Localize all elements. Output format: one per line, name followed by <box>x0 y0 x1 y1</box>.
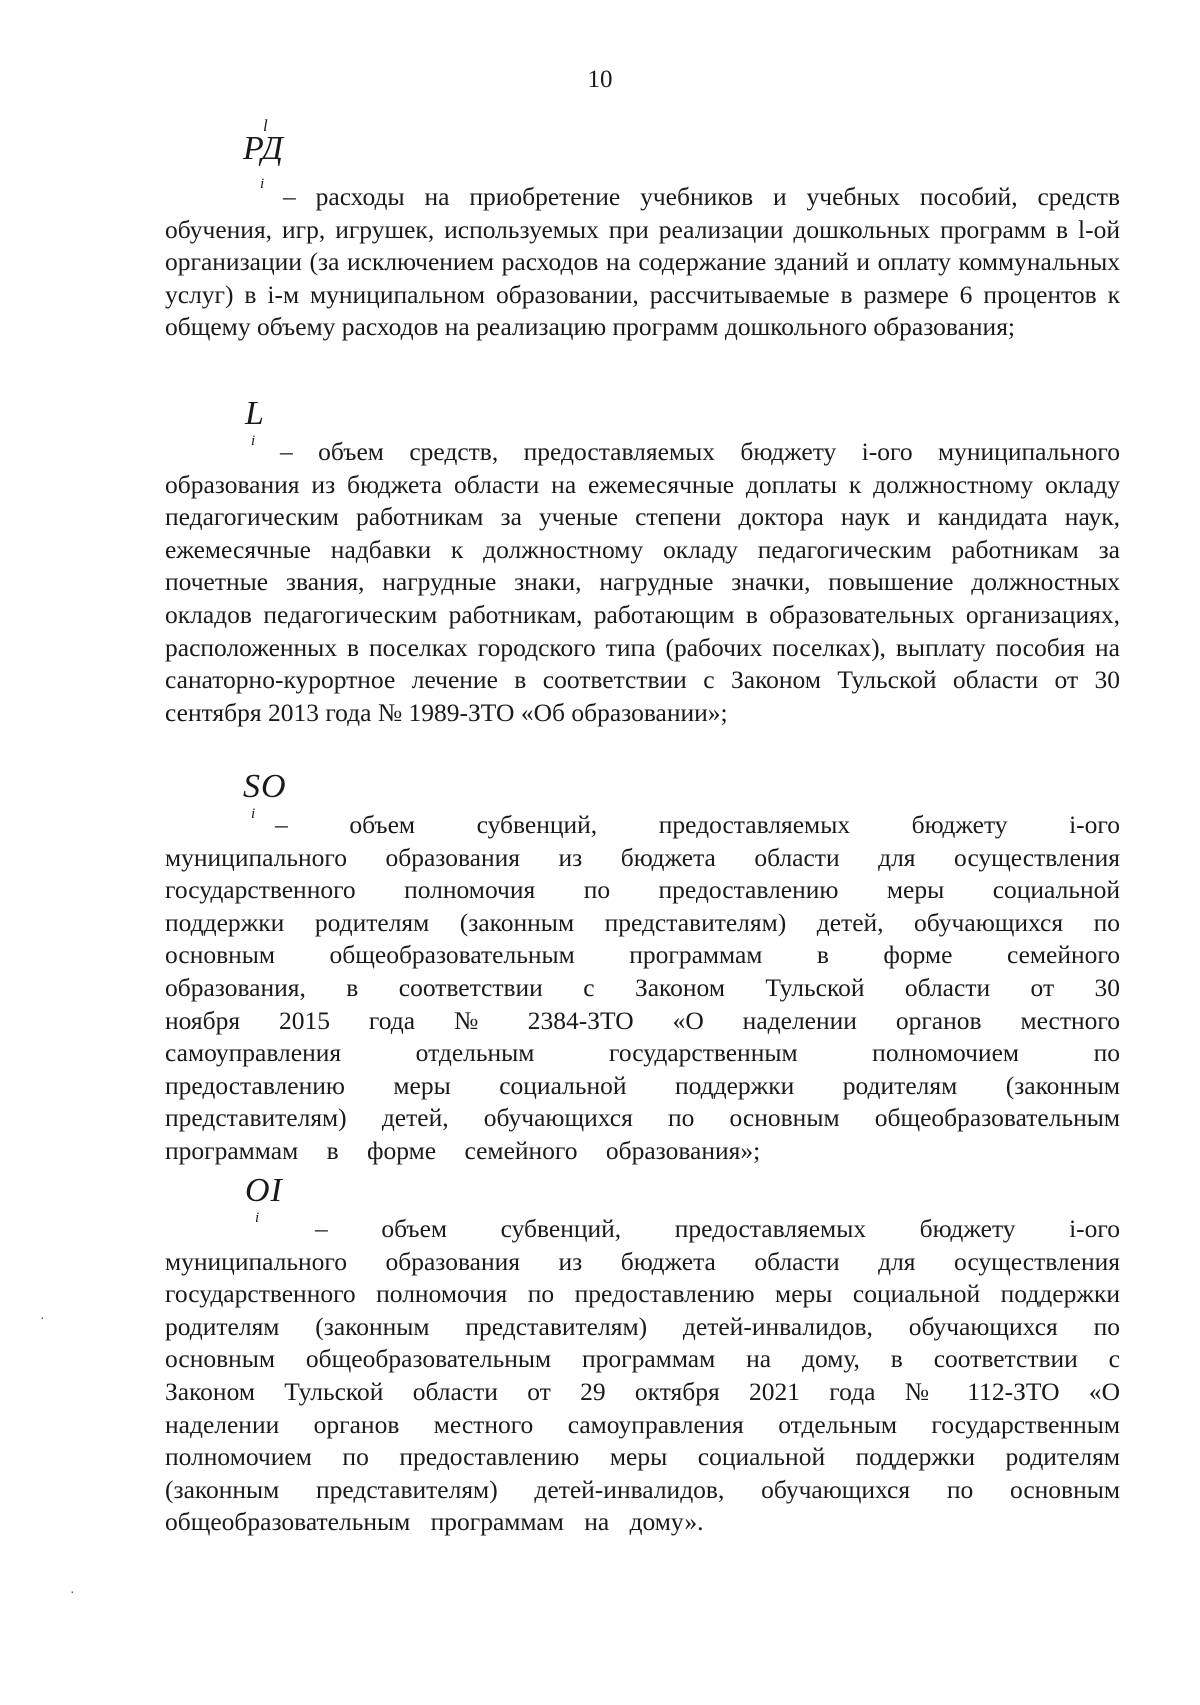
term-so-description: – объем субвенций, предоставляемых бюджету i-ого муниципального образования из бюджета области для осуществления государственного полномочия по предоставлению меры социальной поддержки родителям (законным представителям) детей, обучающихся по основным общеобразовательным программам в форме семейного образования, в соответствии с Законом Тульской области от 30 ноября 2015 года № 2384-ЗТО «О наделении органов местного самоуправления отдельным государственным полномочием по предоставлению меры социальной поддержки родителям (законным представителям) детей, обучающихся по основным общеобразовательным программам в форме семейного образования»; <box>165 810 1120 1165</box>
term-l-symbol-main: L <box>245 395 265 432</box>
term-oi-symbol <box>165 1170 1120 1230</box>
term-rd-description: – расходы на приобретение учебников и учебных пособий, средств обучения, игр, игрушек, используемых при реализации дошкольных программ в l-ой организации (за исключением расходов на содержание зданий и оплату коммунальных услуг) в i-м муниципальном образовании, рассчитываемые в размере 6 процентов к общему объему расходов на реализацию программ дошкольного образования; <box>165 182 1120 342</box>
page-number: 10 <box>587 66 613 93</box>
term-l-block <box>165 393 1120 729</box>
scan-speck: · <box>40 1312 45 1327</box>
term-oi-symbol-main: OI <box>245 1172 283 1209</box>
term-rd-superscript: l <box>263 116 268 135</box>
term-rd-symbol-main: РД <box>243 130 285 167</box>
term-rd-block <box>165 116 1120 344</box>
term-so-symbol <box>165 766 1120 826</box>
scan-speck: · <box>70 1586 75 1601</box>
term-rd-symbol <box>165 116 1120 192</box>
term-so-block <box>165 766 1120 1168</box>
term-so-symbol-main: SO <box>243 768 287 805</box>
term-oi-description: – объем субвенций, предоставляемых бюджету i-ого муниципального образования из бюджета области для осуществления государственного полномочия по предоставлению меры социальной поддержки родителям (законным представителям) детей-инвалидов, обучающихся по основным общеобразовательным программам на дому, в соответствии с Законом Тульской области от 29 октября 2021 года № 112-ЗТО «О наделении органов местного самоуправления отдельным государственным полномочием по предоставлению меры социальной поддержки родителям (законным представителям) детей-инвалидов, обучающихся по основным общеобразовательным программам на дому». <box>165 1214 1120 1537</box>
term-rd-subscript: i <box>260 176 265 192</box>
term-oi-subscript: i <box>255 1210 260 1226</box>
term-l-subscript: i <box>251 433 256 449</box>
term-so-subscript: i <box>251 806 256 822</box>
term-l-symbol <box>165 393 1120 453</box>
term-l-description: – объем средств, предоставляемых бюджету i-ого муниципального образования из бюджета области на ежемесячные доплаты к должностному окладу педагогическим работникам за ученые степени доктора наук и кандидата наук, ежемесячные надбавки к должностному окладу педагогическим работникам за почетные звания, нагрудные знаки, нагрудные значки, повышение должностных окладов педагогическим работникам, работающим в образовательных организациях, расположенных в поселках городского типа (рабочих поселках), выплату пособия на санаторно-курортное лечение в соответствии с Законом Тульской области от 30 сентября 2013 года № 1989-ЗТО «Об образовании»; <box>165 437 1120 727</box>
term-oi-block <box>165 1170 1120 1539</box>
